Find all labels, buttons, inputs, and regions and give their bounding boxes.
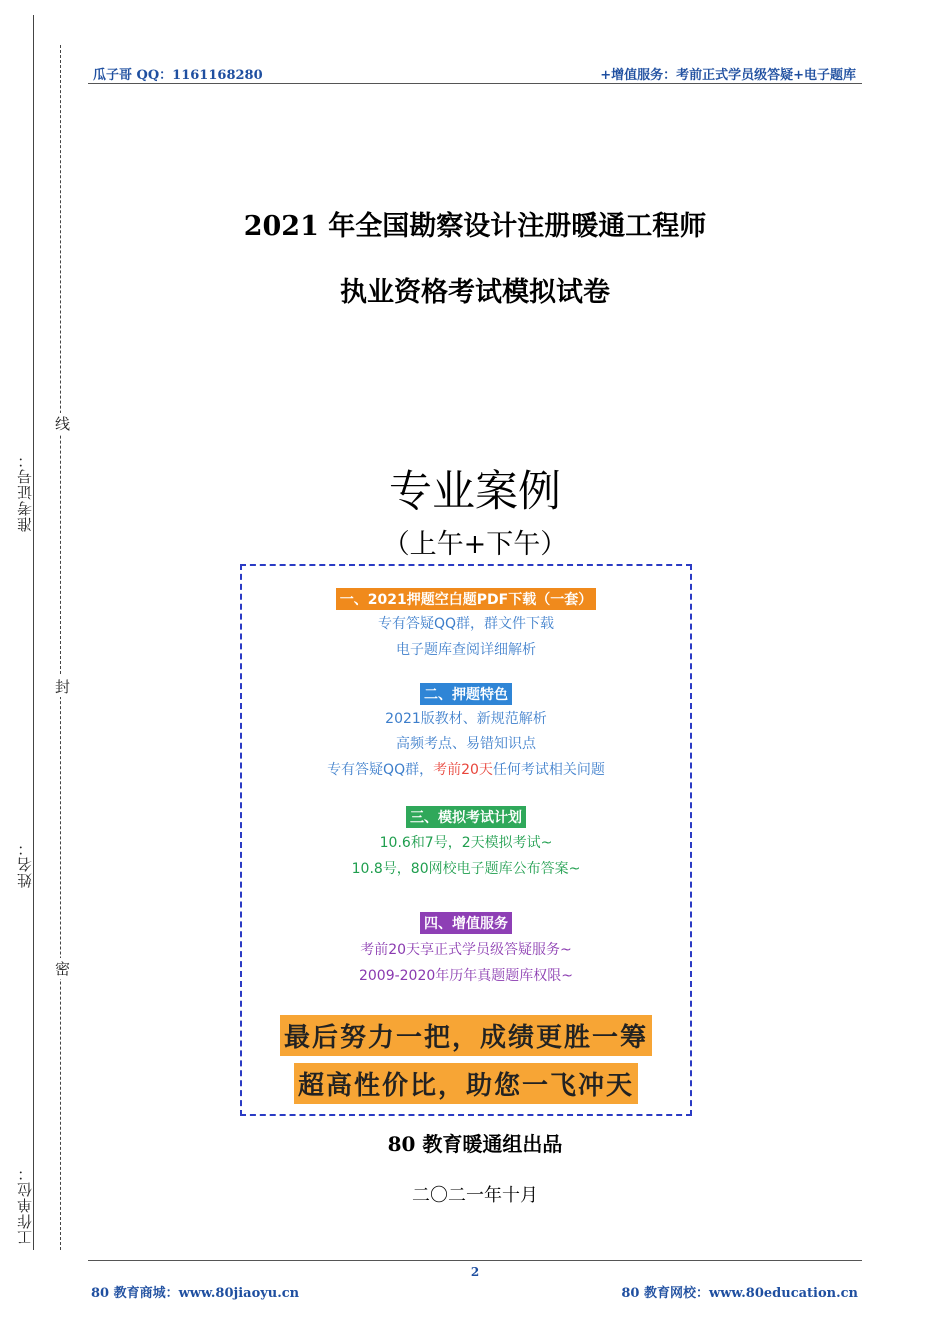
header-service: +增值服务：考前正式学员级答疑+电子题库	[600, 68, 856, 83]
slogan-1: 最后努力一把，成绩更胜一筹	[280, 1015, 652, 1056]
unit-label: 工作单位：	[16, 1165, 34, 1245]
publish-date: 二〇二一年十月	[412, 1185, 538, 1206]
section4-line2: 2009-2020年历年真题题库权限~	[358, 968, 574, 984]
promo-box	[240, 564, 692, 1116]
slogan-2: 超高性价比，助您一飞冲天	[294, 1063, 638, 1104]
exam-title-line2: 执业资格考试模拟试卷	[340, 277, 610, 308]
section3-line1: 10.6和7号，2天模拟考试~	[379, 835, 553, 851]
binding-mark-line: 线	[52, 413, 73, 434]
footer-rule	[88, 1260, 862, 1261]
exam-id-label: 准考证号：	[16, 452, 34, 532]
section2-line3-highlight: 考前20天	[433, 762, 493, 778]
page-number: 2	[470, 1265, 480, 1279]
header-rule	[88, 83, 862, 84]
exam-title-line1: 2021 年全国勘察设计注册暖通工程师	[243, 211, 707, 242]
section2-line3	[242, 759, 690, 779]
producer: 80 教育暖通组出品	[387, 1132, 563, 1156]
subject-title: 专业案例	[389, 467, 561, 517]
binding-mark-secret: 密	[52, 958, 73, 979]
section4-line1: 考前20天享正式学员级答疑服务~	[360, 942, 572, 958]
name-label: 姓名：	[16, 840, 34, 888]
footer-shop-link[interactable]: 80 教育商城：www.80jiaoyu.cn	[91, 1286, 300, 1301]
binding-solid-line	[33, 15, 34, 1250]
header-contact: 瓜子哥 QQ：1161168280	[93, 68, 263, 83]
binding-mark-seal: 封	[52, 676, 73, 697]
section2-line3-part2: 任何考试相关问题	[492, 762, 605, 778]
section1-line2: 电子题库查阅详细解析	[396, 642, 536, 658]
section2-badge: 二、押题特色	[420, 683, 512, 705]
section1-line1: 专有答疑QQ群，群文件下载	[377, 616, 555, 632]
section2-line1: 2021版教材、新规范解析	[385, 711, 547, 727]
section3-badge: 三、模拟考试计划	[406, 806, 526, 828]
section1-badge: 一、2021押题空白题PDF下载（一套）	[336, 588, 596, 610]
section2-line3-part1: 专有答疑QQ群，	[327, 762, 434, 778]
section2-line2: 高频考点、易错知识点	[396, 736, 536, 752]
section3-line2: 10.8号，80网校电子题库公布答案~	[351, 861, 581, 877]
section4-badge: 四、增值服务	[420, 912, 512, 934]
footer-school-link[interactable]: 80 教育网校：www.80education.cn	[621, 1286, 858, 1301]
session-subtitle: （上午+下午）	[382, 529, 568, 560]
